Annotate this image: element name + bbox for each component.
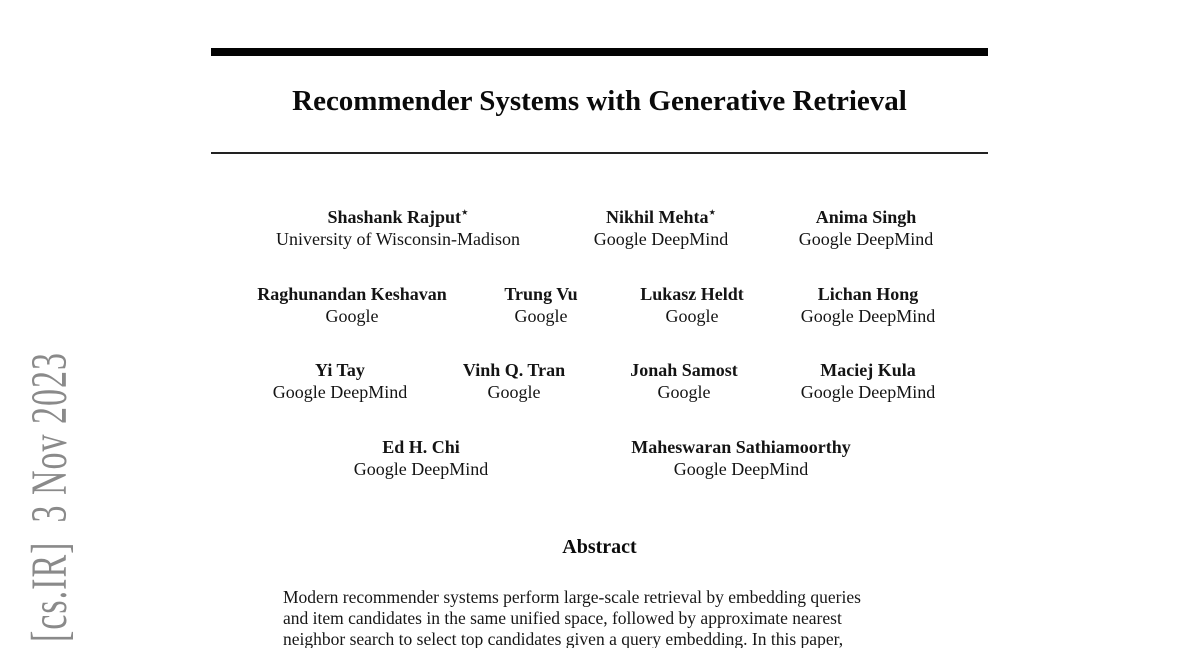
author-name-text: Lukasz Heldt (640, 284, 744, 304)
abstract-heading: Abstract (562, 536, 637, 558)
author-name-text: Maciej Kula (820, 360, 916, 380)
abstract-line: Modern recommender systems perform large-scale retrieval by embedding queries (283, 587, 861, 607)
title-rule (211, 152, 988, 154)
arxiv-stamp: [cs.IR] 3 Nov 2023 (22, 351, 78, 642)
author-block (463, 359, 565, 403)
author-affiliation: Google DeepMind (800, 306, 936, 326)
author-name-text: Anima Singh (815, 207, 917, 227)
abstract-line: neighbor search to select top candidates given a query embedding. In this paper, (283, 629, 844, 648)
author-block (801, 283, 935, 327)
author-block (640, 283, 744, 327)
author-name (631, 436, 851, 458)
author-name (257, 283, 447, 305)
author-affiliation: Google DeepMind (800, 382, 936, 402)
top-rule (211, 48, 988, 56)
author-name-text: Maheswaran Sathiamoorthy (631, 437, 851, 457)
author-affiliation: Google (487, 382, 541, 402)
author-block (354, 436, 488, 480)
author-block (799, 206, 933, 250)
author-name (630, 359, 738, 381)
author-footnote-star: ⋆ (461, 205, 469, 219)
abstract-body (283, 587, 931, 648)
author-name (504, 283, 577, 305)
author-name (354, 436, 488, 458)
author-name-text: Raghunandan Keshavan (257, 284, 447, 304)
author-affiliation: Google DeepMind (593, 229, 729, 249)
abstract-line: and item candidates in the same unified space, followed by approximate nearest (283, 608, 842, 628)
author-name-text: Trung Vu (504, 284, 578, 304)
author-affiliation: Google DeepMind (673, 459, 809, 479)
author-affiliation: Google (665, 306, 719, 326)
author-block (801, 359, 935, 403)
author-affiliation: Google (657, 382, 711, 402)
author-block (504, 283, 577, 327)
author-affiliation: Google (325, 306, 379, 326)
author-block (257, 283, 447, 327)
author-name (463, 359, 565, 381)
author-name-text: Shashank Rajput (327, 207, 462, 227)
author-affiliation: Google DeepMind (353, 459, 489, 479)
author-footnote-star: ⋆ (708, 205, 717, 219)
author-block (630, 359, 738, 403)
author-affiliation: Google DeepMind (798, 229, 934, 249)
author-affiliation: Google DeepMind (272, 382, 408, 402)
author-name (276, 206, 520, 228)
author-name (801, 283, 935, 305)
author-name (640, 283, 744, 305)
author-name-text: Lichan Hong (817, 284, 919, 304)
author-name-text: Ed H. Chi (382, 437, 460, 457)
author-block (273, 359, 407, 403)
author-name (273, 359, 407, 381)
author-affiliation: University of Wisconsin-Madison (276, 229, 520, 249)
author-name (799, 206, 933, 228)
author-name (801, 359, 935, 381)
author-name (594, 206, 728, 228)
author-name-text: Nikhil Mehta (605, 207, 709, 227)
author-name-text: Vinh Q. Tran (462, 360, 566, 380)
author-affiliation: Google (514, 306, 568, 326)
paper-title: Recommender Systems with Generative Retrieval (292, 85, 907, 117)
author-block (594, 206, 728, 250)
author-name-text: Yi Tay (315, 360, 365, 380)
author-block (276, 206, 520, 250)
author-name-text: Jonah Samost (630, 360, 738, 380)
author-block (631, 436, 851, 480)
